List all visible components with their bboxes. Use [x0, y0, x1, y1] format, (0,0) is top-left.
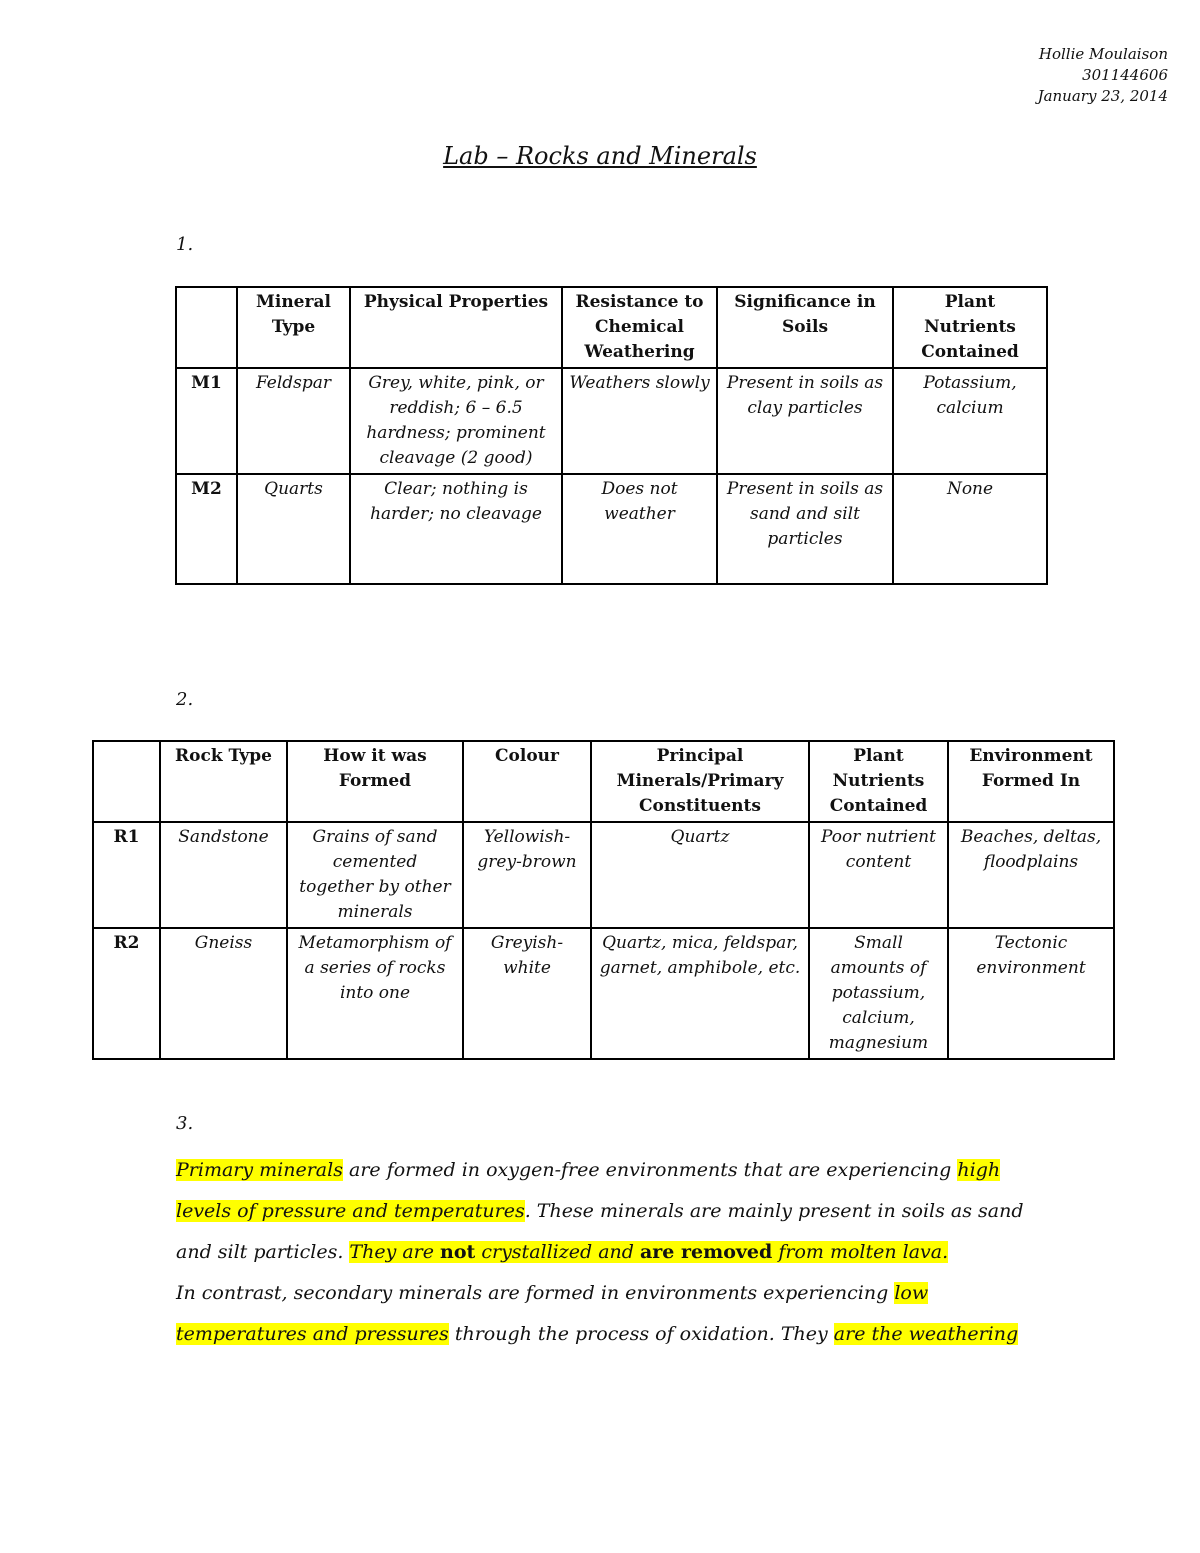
- answer-text-segment: through the process of oxidation. They: [448, 1323, 834, 1345]
- answer-text-segment: In contrast, secondary minerals are formed in environments experiencing: [176, 1282, 895, 1304]
- header-cell: Environment Formed In: [948, 741, 1114, 822]
- answer-paragraph-2: [176, 1273, 1056, 1355]
- table-cell: Greyish-white: [463, 928, 591, 1059]
- highlighted-text: They are: [349, 1241, 441, 1263]
- highlighted-text: from molten lava.: [772, 1241, 949, 1263]
- question-2-number: 2.: [176, 689, 194, 710]
- page-title: Lab – Rocks and Minerals: [443, 142, 757, 170]
- answer-text-segment: are formed in oxygen-free environments that are experiencing: [342, 1159, 958, 1181]
- table-cell: Beaches, deltas, floodplains: [948, 822, 1114, 928]
- answer-text: [176, 1150, 1056, 1355]
- header-cell: How it was Formed: [287, 741, 463, 822]
- table-cell: Sandstone: [160, 822, 287, 928]
- row-label: R2: [93, 928, 160, 1059]
- header-cell: Principal Minerals/Primary Constituents: [591, 741, 809, 822]
- highlighted-text: crystallized and: [475, 1241, 640, 1263]
- table-cell: None: [893, 474, 1047, 584]
- student-id: 301144606: [1082, 66, 1168, 84]
- author-header: [1038, 44, 1168, 107]
- table-header-row: [93, 741, 1114, 822]
- header-cell: Mineral Type: [237, 287, 350, 368]
- highlighted-bold-text: are removed: [639, 1241, 773, 1263]
- table-cell: Gneiss: [160, 928, 287, 1059]
- table-cell: Does not weather: [562, 474, 717, 584]
- question-1-number: 1.: [176, 234, 194, 255]
- header-cell: [176, 287, 237, 368]
- date: January 23, 2014: [1037, 87, 1168, 105]
- table-cell: Quartz: [591, 822, 809, 928]
- header-cell: [93, 741, 160, 822]
- table-cell: Tectonic environment: [948, 928, 1114, 1059]
- highlighted-text: Primary minerals: [176, 1159, 343, 1181]
- answer-paragraph-1: [176, 1150, 1056, 1273]
- question-3-number: 3.: [176, 1113, 194, 1134]
- table-cell: Quartz, mica, feldspar, garnet, amphibole, etc.: [591, 928, 809, 1059]
- table-cell: Present in soils as sand and silt particles: [717, 474, 893, 584]
- table-cell: Small amounts of potassium, calcium, magnesium: [809, 928, 948, 1059]
- header-cell: Significance in Soils: [717, 287, 893, 368]
- table-row: [176, 368, 1047, 474]
- row-label: M2: [176, 474, 237, 584]
- rocks-table: [92, 740, 1115, 1060]
- table-row: [93, 822, 1114, 928]
- header-cell: Resistance to Chemical Weathering: [562, 287, 717, 368]
- table-cell: Clear; nothing is harder; no cleavage: [350, 474, 562, 584]
- header-cell: Plant Nutrients Contained: [809, 741, 948, 822]
- table-row: [93, 928, 1114, 1059]
- table-cell: Potassium, calcium: [893, 368, 1047, 474]
- highlighted-text: low temperatures and pressures: [176, 1282, 929, 1345]
- table-cell: Quarts: [237, 474, 350, 584]
- author-name: Hollie Moulaison: [1038, 45, 1168, 63]
- highlighted-bold-text: not: [440, 1241, 476, 1263]
- table-cell: Poor nutrient content: [809, 822, 948, 928]
- table-cell: Yellowish-grey-brown: [463, 822, 591, 928]
- highlighted-text: are the weathering: [833, 1323, 1019, 1345]
- header-cell: Colour: [463, 741, 591, 822]
- minerals-table: [175, 286, 1048, 585]
- header-cell: Physical Properties: [350, 287, 562, 368]
- table-cell: Feldspar: [237, 368, 350, 474]
- table-cell: Metamorphism of a series of rocks into one: [287, 928, 463, 1059]
- table-cell: Grey, white, pink, or reddish; 6 – 6.5 hardness; prominent cleavage (2 good): [350, 368, 562, 474]
- table-cell: Grains of sand cemented together by other minerals: [287, 822, 463, 928]
- highlighted-text: high levels of pressure and temperatures: [176, 1159, 1001, 1222]
- header-cell: Plant Nutrients Contained: [893, 287, 1047, 368]
- answer-text-segment: . These minerals are mainly present in soils as sand and silt particles.: [176, 1200, 1024, 1263]
- row-label: M1: [176, 368, 237, 474]
- table-cell: Weathers slowly: [562, 368, 717, 474]
- table-cell: Present in soils as clay particles: [717, 368, 893, 474]
- header-cell: Rock Type: [160, 741, 287, 822]
- row-label: R1: [93, 822, 160, 928]
- table-row: [176, 474, 1047, 584]
- table-header-row: [176, 287, 1047, 368]
